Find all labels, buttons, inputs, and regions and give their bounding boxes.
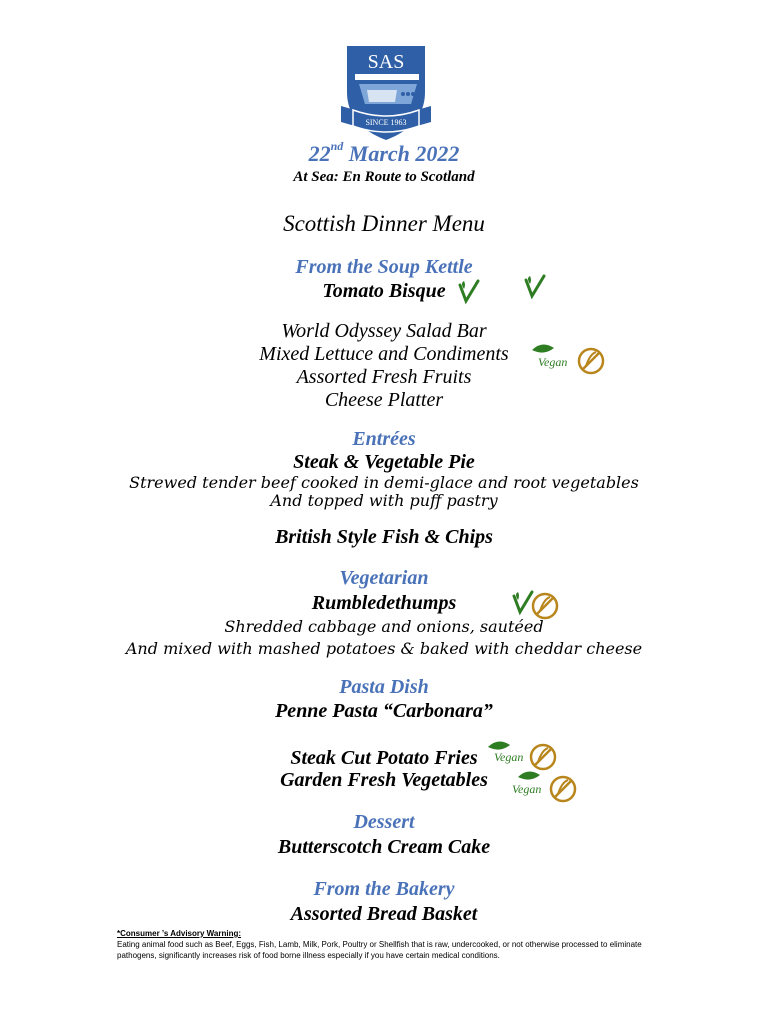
logo-since-text: SINCE 1963 bbox=[365, 118, 407, 127]
consumer-advisory-warning bbox=[117, 928, 657, 961]
entree-fish-chips: British Style Fish & Chips bbox=[275, 526, 493, 548]
gluten-free-wheat-icon bbox=[548, 774, 578, 804]
menu-date: 22nd March 2022 bbox=[308, 139, 460, 166]
vegan-leaf-icon bbox=[528, 340, 578, 372]
vegetarian-v-icon bbox=[522, 272, 548, 300]
location-subtitle: At Sea: En Route to Scotland bbox=[293, 169, 475, 185]
vegetarian-description-2: And mixed with mashed potatoes & baked with cheddar cheese bbox=[125, 639, 643, 658]
shield-logo-icon bbox=[337, 40, 435, 144]
vegan-leaf-icon bbox=[504, 767, 554, 799]
menu-title: Scottish Dinner Menu bbox=[283, 211, 485, 236]
salad-fruits-item: Assorted Fresh Fruits bbox=[296, 366, 472, 388]
svg-text:Vegan: Vegan bbox=[512, 782, 542, 796]
bakery-heading: From the Bakery bbox=[313, 878, 455, 900]
vegetarian-description: Shredded cabbage and onions, sautéed bbox=[224, 617, 544, 636]
vegan-leaf-icon bbox=[484, 737, 534, 769]
warning-text: Eating animal food such as Beef, Eggs, Fish, Lamb, Milk, Pork, Poultry or Shellfish that is raw, undercooked, or not otherwise processed to eliminate pathogens, significantly increases risk of food borne illness especially if you have certain medical conditions. bbox=[117, 940, 642, 960]
svg-text:Vegan: Vegan bbox=[538, 355, 568, 369]
pasta-dish: Penne Pasta “Carbonara” bbox=[275, 700, 493, 722]
salad-cheese-item: Cheese Platter bbox=[324, 389, 444, 411]
svg-text:Vegan: Vegan bbox=[494, 750, 524, 764]
entrees-heading: Entrées bbox=[352, 428, 416, 450]
vegetarian-v-icon bbox=[456, 277, 482, 305]
salad-lettuce-item: Mixed Lettuce and Condiments bbox=[259, 343, 509, 365]
vegetarian-heading: Vegetarian bbox=[339, 567, 429, 589]
entree-steak-pie-description: Strewed tender beef cooked in demi-glace and root vegetables bbox=[129, 473, 639, 492]
pasta-heading: Pasta Dish bbox=[339, 676, 429, 698]
bakery-dish: Assorted Bread Basket bbox=[290, 903, 478, 925]
vegetarian-dish: Rumbledethumps bbox=[311, 592, 457, 614]
warning-title: *Consumer ’s Advisory Warning: bbox=[117, 929, 242, 938]
side-vegetables: Garden Fresh Vegetables bbox=[280, 769, 488, 791]
logo-text: SAS bbox=[367, 51, 405, 73]
soup-dish: Tomato Bisque bbox=[322, 280, 446, 302]
entree-steak-pie-description-2: And topped with puff pastry bbox=[270, 491, 498, 510]
gluten-free-wheat-icon bbox=[576, 346, 606, 376]
dessert-heading: Dessert bbox=[353, 811, 415, 833]
dessert-dish: Butterscotch Cream Cake bbox=[277, 836, 491, 858]
salad-bar-item: World Odyssey Salad Bar bbox=[281, 320, 487, 342]
soup-heading: From the Soup Kettle bbox=[295, 256, 473, 278]
entree-steak-pie: Steak & Vegetable Pie bbox=[293, 451, 475, 473]
side-potato-fries: Steak Cut Potato Fries bbox=[290, 747, 478, 769]
